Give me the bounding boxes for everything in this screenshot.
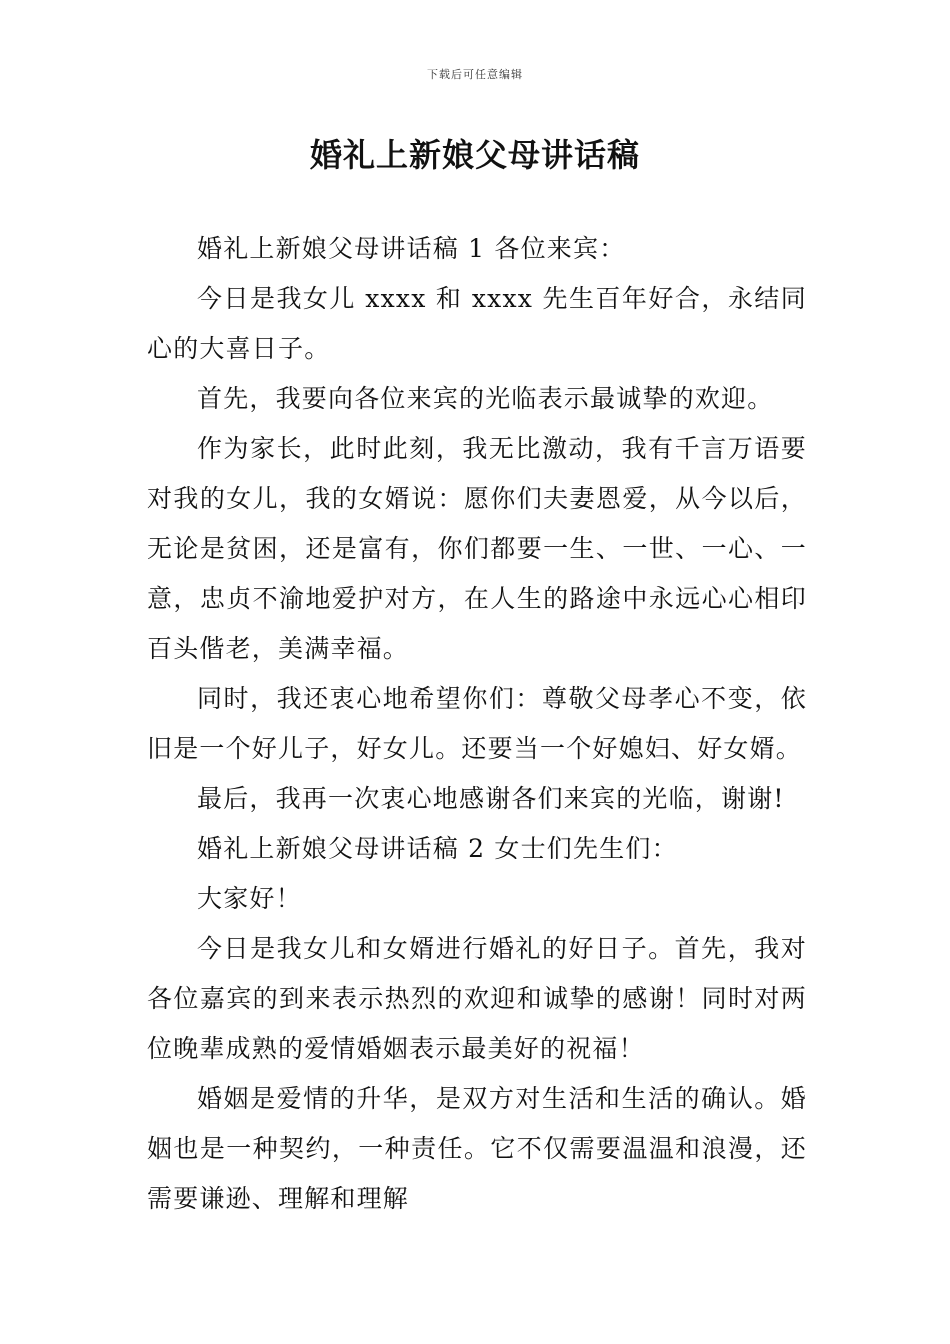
paragraph: 婚礼上新娘父母讲话稿 2 女士们先生们：: [197, 834, 678, 863]
paragraph: 今日是我女儿 xxxx 和 xxxx 先生百年好合，永结同心的大喜日子。: [147, 284, 807, 363]
document-body: [147, 224, 807, 1224]
paragraph: 大家好！: [197, 884, 302, 913]
document-title: 婚礼上新娘父母讲话稿: [309, 136, 640, 174]
header-note: 下载后可任意编辑: [427, 68, 523, 81]
paragraph: 作为家长，此时此刻，我无比激动，我有千言万语要对我的女儿，我的女婿说：愿你们夫妻恩爱，从今以后，无论是贫困，还是富有，你们都要一生、一世、一心、一意，忠贞不渝地爱护对方，在人生的路途中永远心心相印百头偕老，美满幸福。: [147, 434, 807, 663]
paragraph: 婚姻是爱情的升华，是双方对生活和生活的确认。婚姻也是一种契约，一种责任。它不仅需要温温和浪漫，还需要谦逊、理解和理解: [147, 1084, 807, 1213]
paragraph: 首先，我要向各位来宾的光临表示最诚挚的欢迎。: [197, 384, 774, 413]
paragraph: 婚礼上新娘父母讲话稿 1 各位来宾：: [197, 234, 626, 263]
paragraph: 今日是我女儿和女婿进行婚礼的好日子。首先，我对各位嘉宾的到来表示热烈的欢迎和诚挚的感谢！同时对两位晚辈成熟的爱情婚姻表示最美好的祝福！: [147, 934, 807, 1063]
paragraph: 最后，我再一次衷心地感谢各们来宾的光临，谢谢!: [197, 784, 785, 813]
paragraph: 同时，我还衷心地希望你们：尊敬父母孝心不变，依旧是一个好儿子，好女儿。还要当一个好媳妇、好女婿。: [147, 684, 807, 763]
